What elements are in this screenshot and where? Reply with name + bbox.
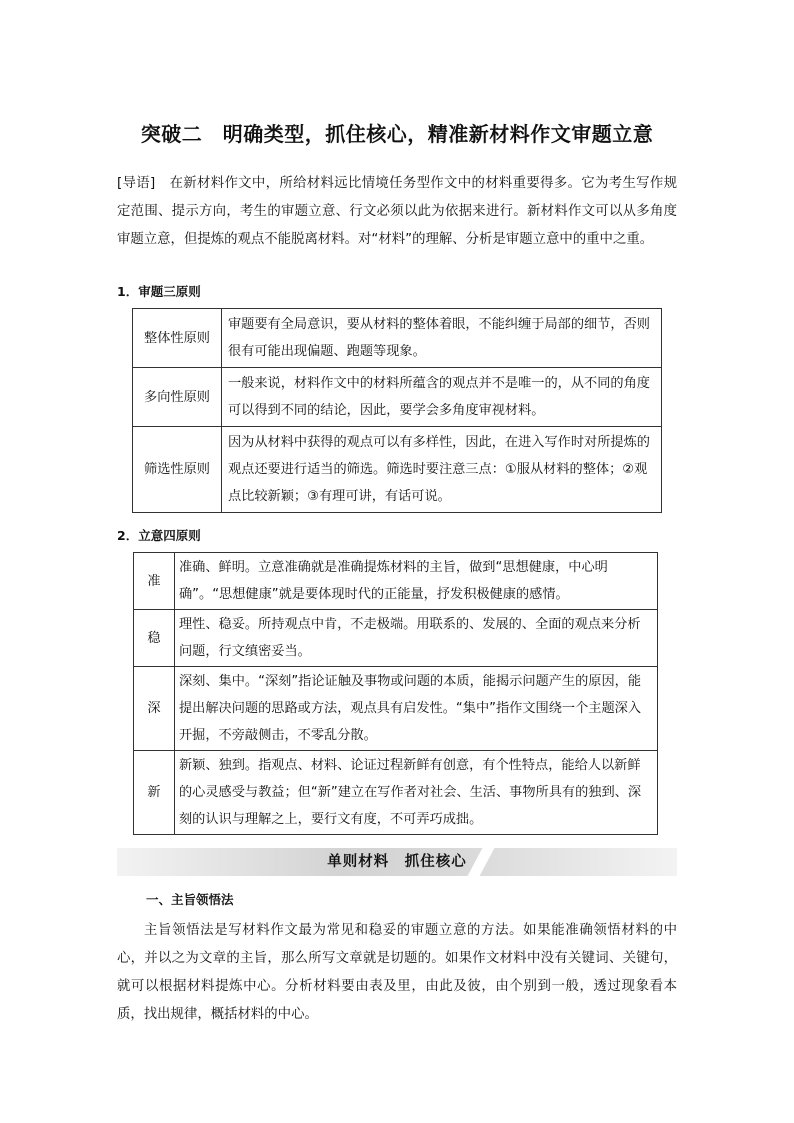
table-row bbox=[133, 427, 662, 513]
intro-paragraph bbox=[117, 170, 677, 254]
table-row bbox=[133, 368, 662, 427]
method-paragraph: 主旨领悟法是写材料作文最为常见和稳妥的审题立意的方法。如果能准确领悟材料的中心，并以之为文章的主旨，那么所写文章就是切题的。如果作文材料中没有关键词、关键句，就可以根据材料提炼中心。分析材料要由表及里，由此及彼，由个别到一般，透过现象看本质，找出规律，概括材料的中心。 bbox=[117, 923, 677, 1022]
row-text: 理性、稳妥。所持观点中肯，不走极端。用联系的、发展的、全面的观点来分析问题，行文缜密妥当。 bbox=[175, 610, 658, 667]
page-title: 突破二 明确类型，抓住核心，精准新材料作文审题立意 bbox=[140, 122, 654, 146]
banner-label: 单则材料 抓住核心 bbox=[327, 854, 467, 870]
principles-table-1 bbox=[132, 308, 662, 513]
row-text: 准确、鲜明。立意准确就是准确提炼材料的主旨，做到“思想健康，中心明确”。“思想健康”就是要体现时代的正能量，抒发积极健康的感情。 bbox=[175, 553, 658, 610]
row-text: 审题要有全局意识，要从材料的整体着眼，不能纠缠于局部的细节，否则很有可能出现偏题、跑题等现象。 bbox=[222, 309, 662, 368]
table-row bbox=[134, 667, 658, 751]
intro-tag: [导语] bbox=[117, 176, 156, 191]
table-row bbox=[134, 553, 658, 610]
principles-table-2 bbox=[133, 552, 658, 835]
method-subheading: 一、主旨领悟法 bbox=[146, 892, 234, 907]
row-label: 新 bbox=[134, 751, 175, 835]
row-text: 一般来说，材料作文中的材料所蕴含的观点并不是唯一的，从不同的角度可以得到不同的结论，因此，要学会多角度审视材料。 bbox=[222, 368, 662, 427]
row-text: 新颖、独到。指观点、材料、论证过程新鲜有创意，有个性特点，能给人以新鲜的心灵感受与教益；但“新”建立在写作者对社会、生活、事物所具有的独到、深刻的认识与理解之上，要行文有度，不可弄巧成拙。 bbox=[175, 751, 658, 835]
row-label: 整体性原则 bbox=[133, 309, 222, 368]
row-label: 筛选性原则 bbox=[133, 427, 222, 513]
table-row bbox=[134, 751, 658, 835]
table-row bbox=[134, 610, 658, 667]
intro-text: 在新材料作文中，所给材料远比情境任务型作文中的材料重要得多。它为考生写作规定范围、提示方向，考生的审题立意、行文必须以此为依据来进行。新材料作文可以从多角度审题立意，但提炼的观点不能脱离材料。对“材料”的理解、分析是审题立意中的重中之重。 bbox=[117, 176, 677, 247]
row-text: 深刻、集中。“深刻”指论证触及事物或问题的本质，能揭示问题产生的原因，能提出解决问题的思路或方法，观点具有启发性。“集中”指作文围绕一个主题深入开掘，不旁敲侧击，不零乱分散。 bbox=[175, 667, 658, 751]
row-label: 准 bbox=[134, 553, 175, 610]
row-text: 因为从材料中获得的观点可以有多样性，因此，在进入写作时对所提炼的观点还要进行适当的筛选。筛选时要注意三点：①服从材料的整体；②观点比较新颖；③有理可讲，有话可说。 bbox=[222, 427, 662, 513]
section1-heading: 1．审题三原则 bbox=[117, 284, 201, 299]
table-row bbox=[133, 309, 662, 368]
section-banner bbox=[117, 848, 677, 876]
row-label: 深 bbox=[134, 667, 175, 751]
section2-heading: 2．立意四原则 bbox=[117, 528, 201, 543]
row-label: 多向性原则 bbox=[133, 368, 222, 427]
row-label: 稳 bbox=[134, 610, 175, 667]
